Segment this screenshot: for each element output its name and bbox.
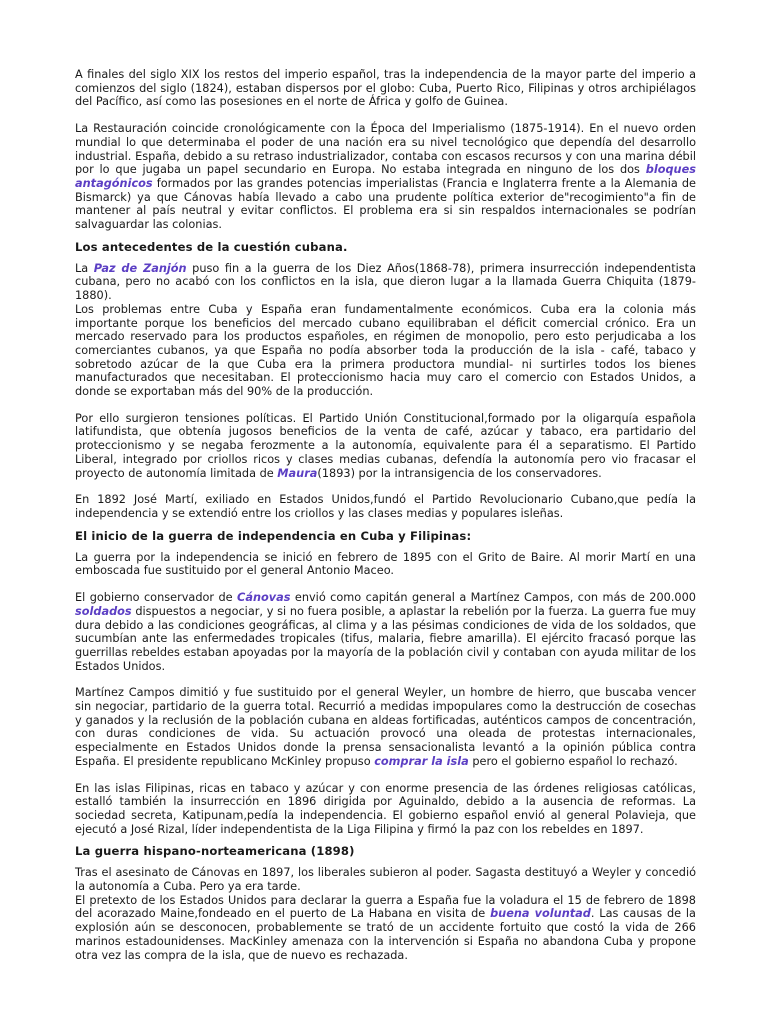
paragraph-canovas <box>75 591 696 673</box>
heading-inicio-guerra: El inicio de la guerra de independencia en Cuba y Filipinas: <box>75 528 472 543</box>
link-paz-de-zanjon[interactable]: Paz de Zanjón <box>93 261 187 275</box>
paragraph-marti: En 1892 José Martí, exiliado en Estados Unidos,fundó el Partido Revolucionario Cubano,que pedía la independencia y se extendió entre los criollos y las clases medias y populares isleñas. <box>75 493 696 520</box>
paragraph-sagasta: Tras el asesinato de Cánovas en 1897, los liberales subieron al poder. Sagasta destituyó a Weyler y concedió la autonomía a Cuba. Pero ya era tarde. <box>75 866 696 894</box>
text: . Las causas de la explosión aún se desconocen, probablemente se trató de un accidente fortuito que costó la vida de 266 marinos estadounidenses. MacKinley amenaza con la intervención si España no abandona Cuba y propone otra vez las compra de la isla, que de nuevo es rechazada. <box>75 907 696 962</box>
paragraph-restauracion <box>75 122 696 232</box>
link-bloques-antagonicos[interactable]: bloques antagónicos <box>75 163 696 190</box>
text: Por ello surgieron tensiones políticas. El Partido Unión Constitucional,formado por la oligarquía española latifundista, que obtenía jugosos beneficios de la venta de café, azúcar y tabaco, era partidario del proteccionismo y se negaba ferozmente a la autonomía, equivalente para él a separatismo. El Partido Liberal, integrado por criollos ricos y clases medias cubanas, defendía la autonomía pero vio fracasar el proyecto de autonomía limitada de <box>75 411 696 480</box>
text: pero el gobierno español lo rechazó. <box>468 754 678 768</box>
text: El pretexto de los Estados Unidos para declarar la guerra a España fue la voladura el 15 de febrero de 1898 del acorazado Maine,fondeado en el puerto de La Habana en visita de <box>75 893 696 921</box>
text: La <box>75 261 94 275</box>
paragraph-intro: A finales del siglo XIX los restos del imperio español, tras la independencia de la mayor parte del imperio a comienzos del siglo (1824), estaban dispersos por el globo: Cuba, Puerto Rico, Filipinas y otros archipiélagos del Pacífico, así como las posesiones en el norte de África y golfo de Guinea. <box>75 68 696 109</box>
link-maura[interactable]: Maura <box>277 466 318 480</box>
paragraph-zanjon <box>75 262 696 303</box>
link-comprar-la-isla[interactable]: comprar la isla <box>374 754 469 768</box>
paragraph-weyler <box>75 686 696 768</box>
paragraph-problemas: Los problemas entre Cuba y España eran fundamentalmente económicos. Cuba era la colonia más importante porque los beneficios del mercado cubano equilibraban el déficit comercial crónico. Era un mercado reservado para los productos españoles, en régimen de monopolio, pero esto perjudicaba a los comerciantes cubanos, ya que España no podía absorber toda la producción de la isla - café, tabaco y sobretodo azúcar de la que Cuba era la primera productora mundial- ni surtirles todos los bienes manufacturados que necesitaban. El proteccionismo hacia muy caro el comercio con Estados Unidos, a donde se exportaban más del 90% de la producción. <box>75 302 696 399</box>
text: dispuestos a negociar, y si no fuera posible, a aplastar la rebelión por la fuerza. La guerra fue muy dura debido a las condiciones geográficas, al clima y a las pésimas condiciones de vida de los soldados, que sucumbían ante las enfermedades tropicales (tifus, malaria, fiebre amarilla). El ejército fracasó porque las guerrillas rebeldes estaban apoyadas por la mayoría de la población civil y contaban con ayuda militar de los Estados Unidos. <box>75 604 696 673</box>
paragraph-filipinas: En las islas Filipinas, ricas en tabaco y azúcar y con enorme presencia de las órdenes religiosas católicas, estalló también la insurrección en 1896 dirigida por Aguinaldo, debido a la ausencia de reformas. La sociedad secreta, Katipunam,pedía la independencia. El gobierno español envió al general Polavieja, que ejecutó a José Rizal, líder independentista de la Liga Filipina y firmó la paz con los rebeldes en 1897. <box>75 781 696 836</box>
text: La Restauración coincide cronológicamente con la Época del Imperialismo (1875-1914). En el nuevo orden mundial lo que determinaba el poder de una nación era su nivel tecnológico que dependía del desarrollo industrial. España, debido a su retraso industrializador, contaba con escasos recursos y con una marina débil por lo que jugaba un papel secundario en Europa. No estaba integrada en ninguno de los dos <box>75 122 696 177</box>
link-buena-voluntad[interactable]: buena voluntad <box>490 907 591 921</box>
link-canovas[interactable]: Cánovas <box>237 591 291 605</box>
paragraph-maine <box>75 894 696 963</box>
heading-guerra-hispano: La guerra hispano-norteamericana (1898) <box>75 844 355 859</box>
link-soldados[interactable]: soldados <box>75 604 132 618</box>
article-body <box>75 68 696 962</box>
text: formados por las grandes potencias imperialistas (Francia e Inglaterra frente a la Alemania de Bismarck) ya que Cánovas había llevado a cabo una prudente política exterior de"recogimiento"a fin de mantener al país neutral y evitar conflictos. El problema era si sin respaldos internacionales se podrían salvaguardar las colonias. <box>75 176 696 232</box>
text: El gobierno conservador de <box>75 591 238 605</box>
text: envió como capitán general a Martínez Campos, con más de 200.000 <box>290 591 696 605</box>
text: (1893) por la intransigencia de los conservadores. <box>317 466 602 480</box>
paragraph-grito-baire: La guerra por la independencia se inició en febrero de 1895 con el Grito de Baire. Al morir Martí en una emboscada fue sustituido por el general Antonio Maceo. <box>75 550 696 578</box>
text: puso fin a la guerra de los Diez Años(1868-78), primera insurrección independentista cubana, pero no acabó con los conflictos en la isla, que dieron lugar a la llamada Guerra Chiquita (1879-1880). <box>75 261 697 303</box>
heading-antecedentes: Los antecedentes de la cuestión cubana. <box>75 239 348 254</box>
text: Martínez Campos dimitió y fue sustituido por el general Weyler, un hombre de hierro, que buscaba vencer sin negociar, partidario de la guerra total. Recurrió a medidas impopulares como la destrucción de cosechas y ganados y la reclusión de la población cubana en aldeas fortificadas, auténticos campos de concentración, con duras condiciones de vida. Su actuación provocó una oleada de protestas internacionales, especialmente en Estados Unidos donde la prensa sensacionalista levantó a la opinión pública contra España. El presidente republicano McKinley propuso <box>75 686 696 768</box>
paragraph-tensiones <box>75 412 696 481</box>
